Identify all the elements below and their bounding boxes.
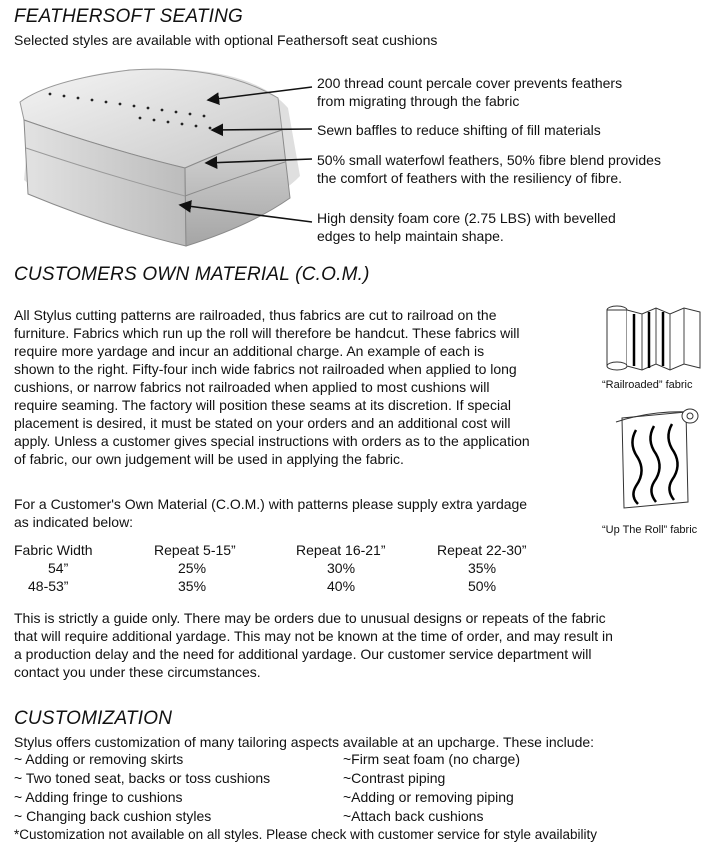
com-paragraph-1: All Stylus cutting patterns are railroaded, thus fabrics are cut to railroad on the furniture. Fabrics which run up the roll will therefore be handcut. These fabrics will require more yardage and incur an additional charge. An example of each is shown to the right. Fifty-four inch wide fabrics not railroaded when applied to long cushions, or narrow fabrics not railroaded when applied to most cushions will require seaming. The factory will position these seams at its discretion. If special placement is desired, it must be stated on your orders and an additional cost will apply. Unless a customer gives special instructions with orders as to the application of fabric, our own judgement will be used in applying the fabric. <box>14 307 530 467</box>
table-header: Repeat 22-30” <box>437 542 527 558</box>
com-title: CUSTOMERS OWN MATERIAL (C.O.M.) <box>14 264 370 285</box>
callout-sewn-baffles: Sewn baffles to reduce shifting of fill materials <box>317 122 601 138</box>
callout-feather-blend: 50% small waterfowl feathers, 50% fibre blend provides the comfort of feathers with the resiliency of fibre. <box>317 152 661 186</box>
list-item: ~Firm seat foam (no charge) <box>343 751 521 767</box>
com-paragraph-3: This is strictly a guide only. There may be orders due to unusual designs or repeats of the fabric that will require additional yardage. This may not be known at the time of order, and may result in a production delay and the need for additional yardage. Our customer service department will contact you under these circumstances. <box>14 610 613 680</box>
com-paragraph-2: For a Customer's Own Material (C.O.M.) with patterns please supply extra yardage as indicated below: <box>14 496 528 530</box>
callout-percale-cover: 200 thread count percale cover prevents feathers from migrating through the fabric <box>317 75 623 109</box>
customization-intro: Stylus offers customization of many tailoring aspects available at an upcharge. These include: <box>14 734 595 750</box>
feathersoft-title: FEATHERSOFT SEATING <box>14 6 243 27</box>
table-header: Repeat 16-21” <box>296 542 386 558</box>
up-the-roll-caption: “Up The Roll” fabric <box>602 524 698 536</box>
up-the-roll-fabric-icon <box>608 404 704 512</box>
customization-list-right <box>343 750 520 826</box>
list-item: ~ Two toned seat, backs or toss cushions <box>14 770 271 786</box>
table-cell: 25% <box>178 560 207 576</box>
list-item: ~ Adding or removing skirts <box>14 751 184 767</box>
feathersoft-subtitle: Selected styles are available with optional Feathersoft seat cushions <box>14 32 438 48</box>
table-header: Repeat 5-15” <box>154 542 236 558</box>
list-item: ~Contrast piping <box>343 770 446 786</box>
table-cell: 48-53” <box>28 578 69 594</box>
list-item: ~ Changing back cushion styles <box>14 808 212 824</box>
table-cell: 35% <box>178 578 207 594</box>
table-cell: 30% <box>327 560 356 576</box>
table-cell: 50% <box>468 578 497 594</box>
table-header: Fabric Width <box>14 542 93 558</box>
callout-foam-core: High density foam core (2.75 LBS) with bevelled edges to help maintain shape. <box>317 210 616 244</box>
table-cell: 35% <box>468 560 497 576</box>
list-item: ~Attach back cushions <box>343 808 484 824</box>
customization-footnote: *Customization not available on all styles. Please check with customer service for style availability <box>14 827 598 842</box>
railroaded-fabric-icon <box>604 302 704 372</box>
railroaded-caption: “Railroaded” fabric <box>602 379 693 391</box>
customization-list-left <box>14 750 270 826</box>
list-item: ~Adding or removing piping <box>343 789 514 805</box>
list-item: ~ Adding fringe to cushions <box>14 789 183 805</box>
table-cell: 54” <box>48 560 69 576</box>
table-cell: 40% <box>327 578 356 594</box>
customization-title: CUSTOMIZATION <box>14 708 173 729</box>
